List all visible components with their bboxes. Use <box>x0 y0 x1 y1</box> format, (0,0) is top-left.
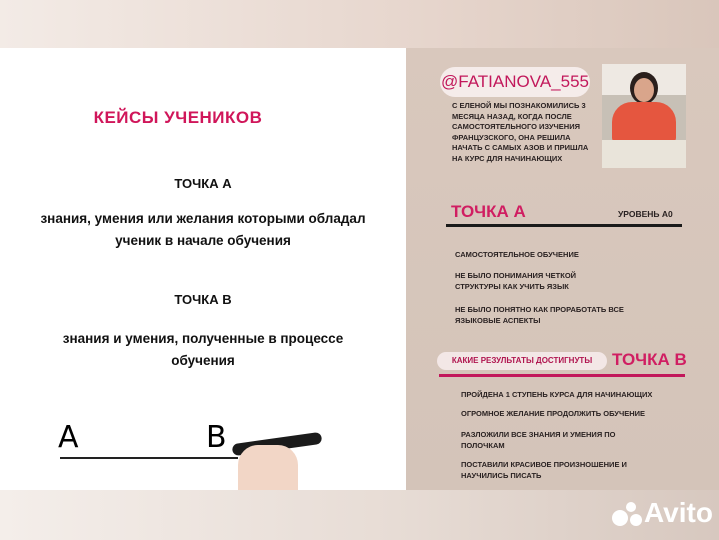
point-b-item: ОГРОМНОЕ ЖЕЛАНИЕ ПРОДОЛЖИТЬ ОБУЧЕНИЕ <box>461 409 646 418</box>
diagram-label-a: A <box>58 420 79 455</box>
point-b-heading-right: ТОЧКА В <box>612 350 687 369</box>
blurred-background-top <box>0 0 719 48</box>
point-a-item: НЕ БЫЛО ПОНИМАНИЯ ЧЕТКОЙ СТРУКТУРЫ КАК УЧИТЬ ЯЗЫК <box>455 271 577 291</box>
point-b-item: РАЗЛОЖИЛИ ВСЕ ЗНАНИЯ И УМЕНИЯ ПО ПОЛОЧКАМ <box>461 430 616 450</box>
level-label: УРОВЕНЬ А0 <box>618 209 673 219</box>
point-b-text: знания и умения, полученные в процессе обучения <box>62 331 344 368</box>
avito-watermark: Avito <box>644 497 713 528</box>
point-b-heading: ТОЧКА В <box>174 292 232 307</box>
avito-logo-icon <box>612 500 642 528</box>
results-label: КАКИЕ РЕЗУЛЬТАТЫ ДОСТИГНУТЫ <box>437 352 607 370</box>
divider <box>446 224 682 227</box>
hand-image <box>238 445 298 490</box>
point-a-heading: ТОЧКА А <box>174 176 232 191</box>
divider-pink <box>439 374 685 377</box>
point-a-heading-right: ТОЧКА А <box>451 202 526 221</box>
point-a-item: НЕ БЫЛО ПОНЯТНО КАК ПРОРАБОТАТЬ ВСЕ ЯЗЫКОВЫЕ АСПЕКТЫ <box>455 305 624 325</box>
instagram-handle: @FATIANOVA_555 <box>440 67 590 97</box>
point-a-text: знания, умения или желания которыми обладал ученик в начале обучения <box>40 211 366 248</box>
point-b-item: ПРОЙДЕНА 1 СТУПЕНЬ КУРСА ДЛЯ НАЧИНАЮЩИХ <box>461 390 653 399</box>
point-a-item: САМОСТОЯТЕЛЬНОЕ ОБУЧЕНИЕ <box>455 250 579 259</box>
point-b-item: ПОСТАВИЛИ КРАСИВОЕ ПРОИЗНОШЕНИЕ И НАУЧИЛИСЬ ПИСАТЬ <box>461 460 627 480</box>
diagram-label-b: B <box>206 420 227 455</box>
student-photo <box>602 64 686 168</box>
diagram-line <box>60 457 238 459</box>
left-title: КЕЙСЫ УЧЕНИКОВ <box>93 108 263 127</box>
intro-text: С ЕЛЕНОЙ МЫ ПОЗНАКОМИЛИСЬ 3 МЕСЯЦА НАЗАД, КОГДА ПОСЛЕ САМОСТОЯТЕЛЬНОГО ИЗУЧЕНИЯ ФРАНЦУЗСКОГО, ОНА РЕШИЛА НАЧАТЬ С САМЫХ АЗОВ И ПРИШЛА НА КУРС ДЛЯ НАЧИНАЮЩИХ <box>452 101 589 163</box>
